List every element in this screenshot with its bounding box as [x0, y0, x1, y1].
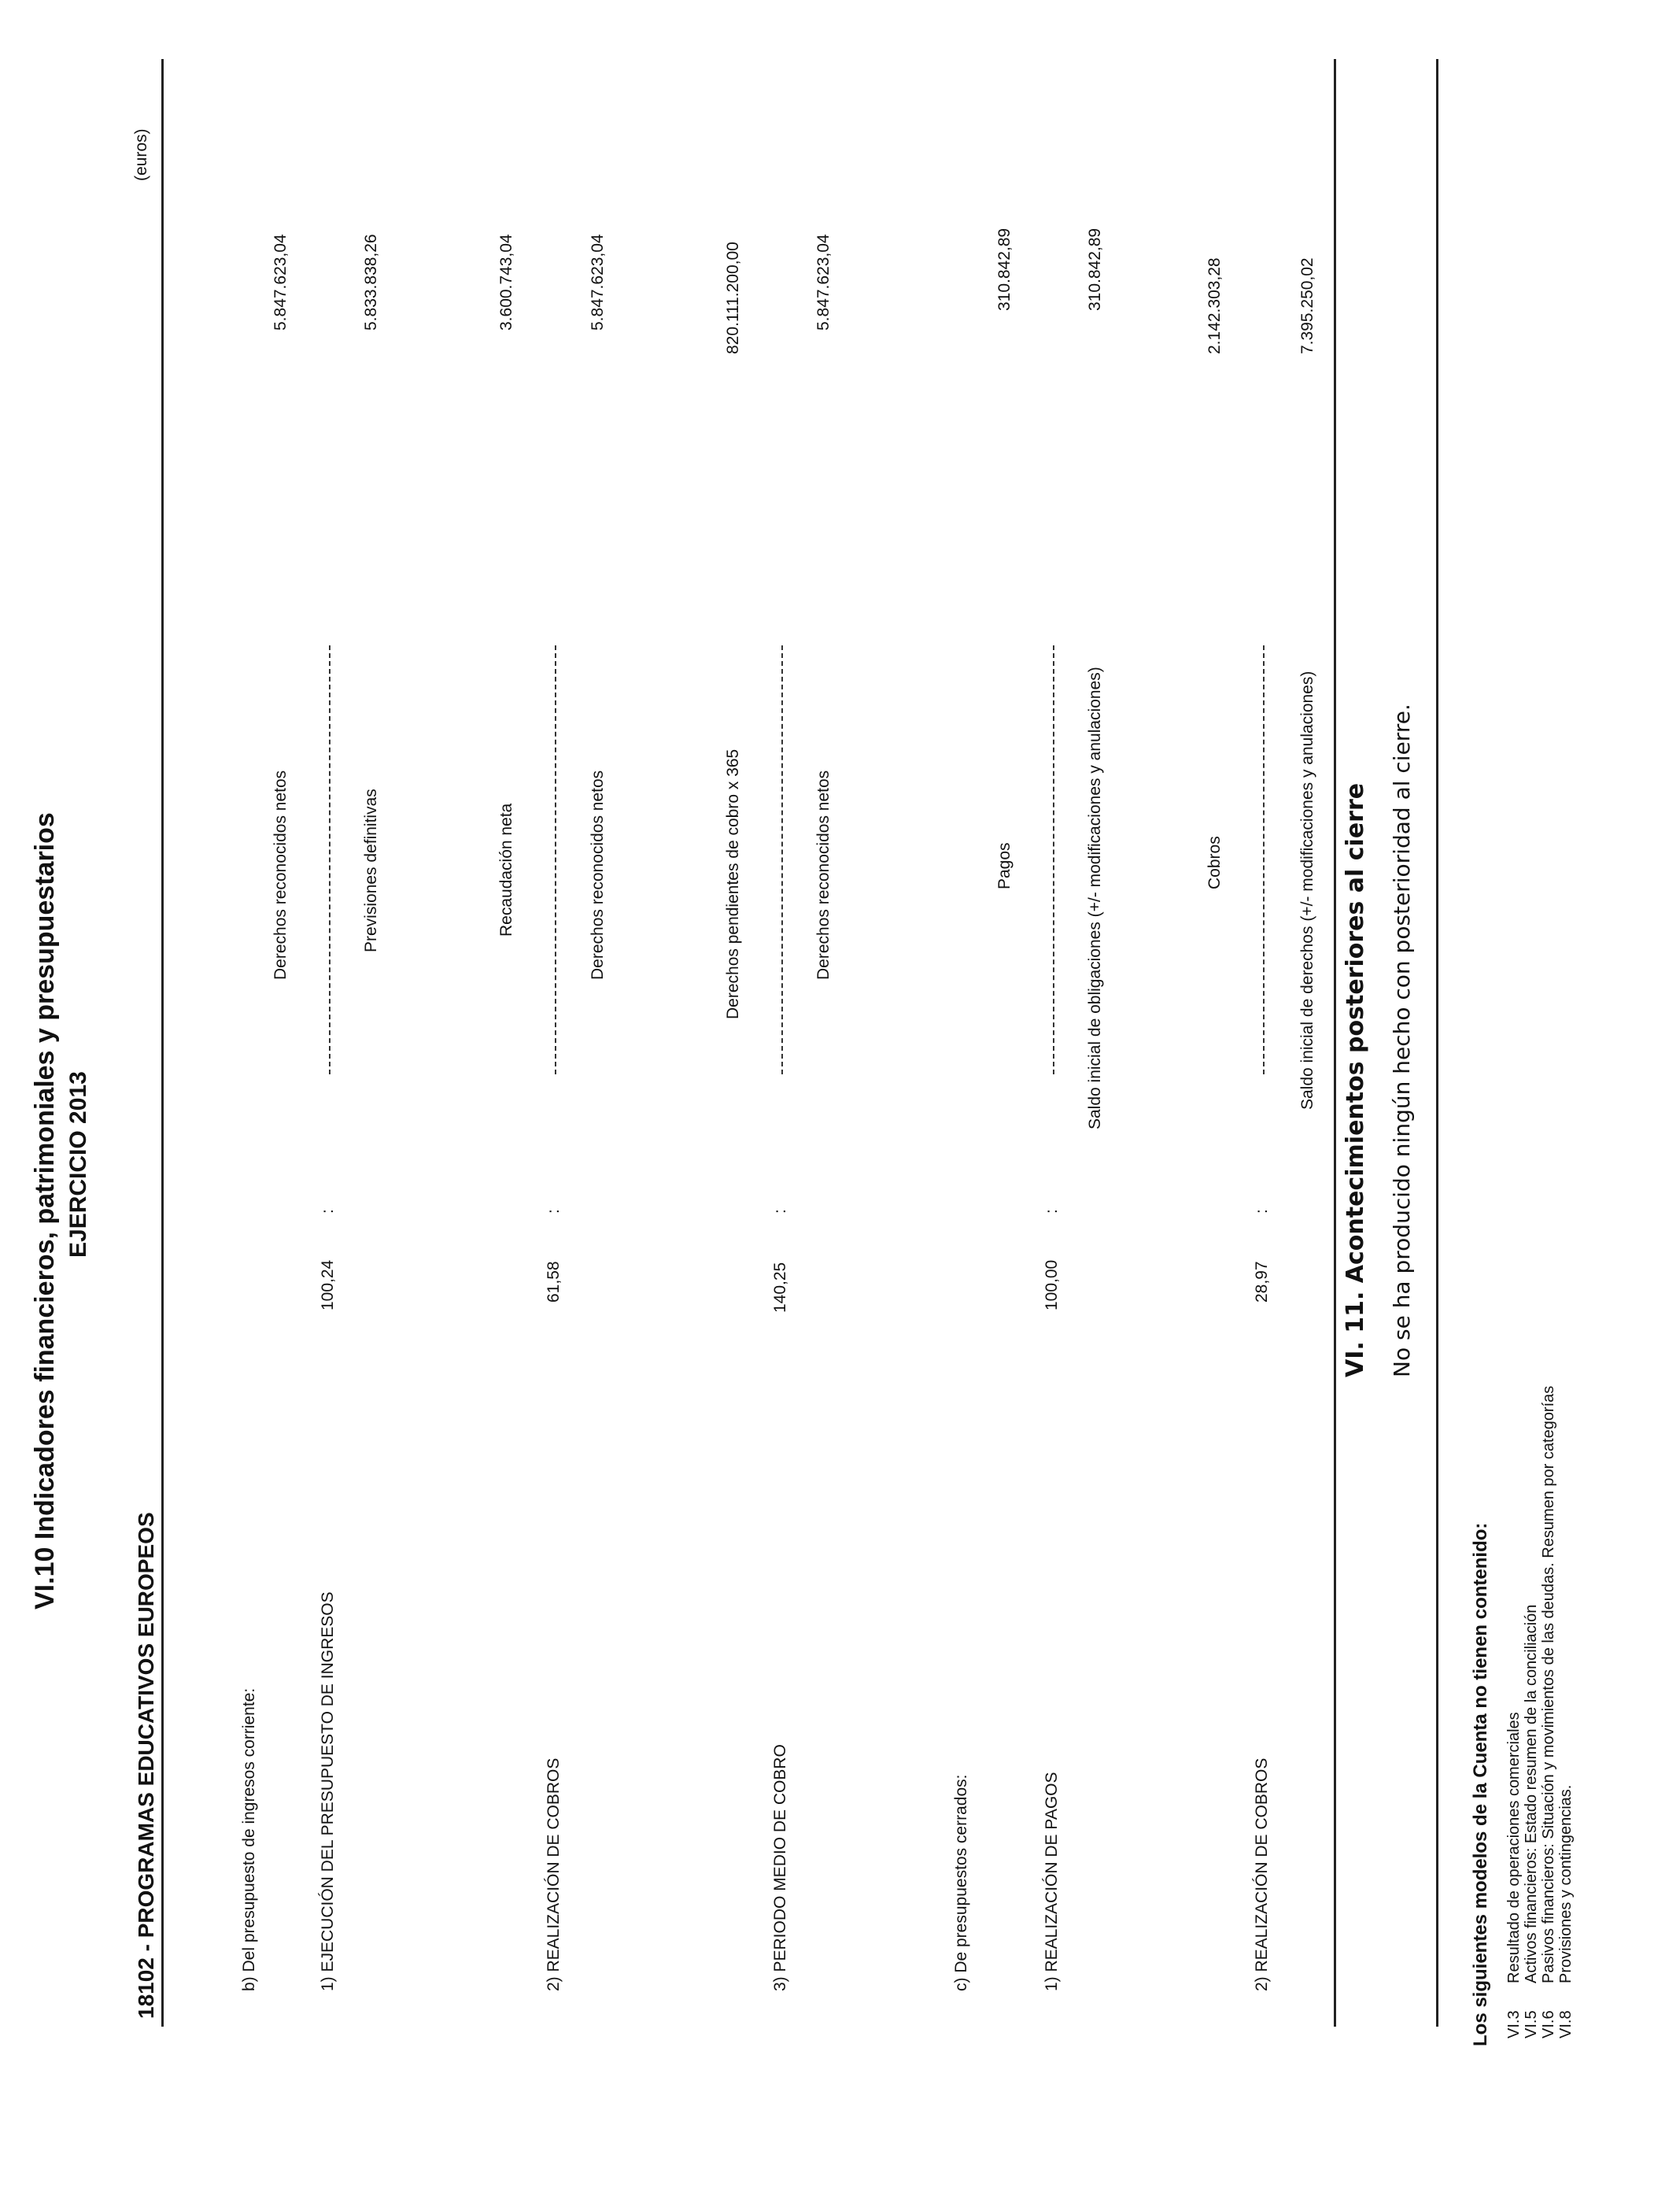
indicator-value: 61,58 — [545, 1261, 563, 1303]
fraction-line — [555, 645, 556, 1074]
numerator-label: Recaudación neta — [497, 803, 515, 937]
section-b-label: b) Del presupuesto de ingresos corriente: — [240, 1687, 258, 1991]
program-heading: 18102 - PROGRAMAS EDUCATIVOS EUROPEOS — [134, 1512, 158, 2019]
denominator-value: 5.847.623,04 — [814, 234, 833, 331]
fraction-line — [329, 645, 330, 1074]
numerator-value: 310.842,89 — [995, 227, 1014, 311]
numerator-label: Cobros — [1206, 836, 1224, 889]
footer-item-code: VI.8 — [1557, 2010, 1575, 2038]
indicator-value: 140,25 — [771, 1262, 789, 1313]
numerator-label: Pagos — [995, 842, 1014, 889]
denominator-label: Previsiones definitivas — [362, 789, 380, 952]
indicator-value: 100,00 — [1043, 1259, 1061, 1310]
denominator-value: 310.842,89 — [1086, 227, 1104, 311]
top-rule — [161, 59, 164, 2027]
middle-rule — [1334, 59, 1336, 2027]
footer-item-code: VI.5 — [1523, 2010, 1540, 2038]
units-label: (euros) — [132, 128, 150, 181]
footer-item-code: VI.6 — [1540, 2010, 1557, 2038]
section-c-label: c) De presupuestos cerrados: — [952, 1774, 970, 1991]
footer-item-desc: Pasivos financieros: Situación y movimientos de las deudas. Resumen por categorías — [1540, 1385, 1557, 1983]
indicator-value: 100,24 — [319, 1259, 337, 1310]
indicator-name: 3) PERIODO MEDIO DE COBRO — [771, 1744, 789, 1991]
numerator-value: 3.600.743,04 — [497, 234, 515, 331]
numerator-value: 2.142.303,28 — [1206, 257, 1224, 354]
indicator-name: 2) REALIZACIÓN DE COBROS — [1253, 1757, 1271, 1991]
vi11-heading: VI. 11. Acontecimientos posteriores al cierre — [1342, 782, 1369, 1377]
ratio-colon: : — [1043, 1209, 1061, 1214]
footer-item-code: VI.3 — [1505, 2010, 1523, 2038]
denominator-label: Derechos reconocidos netos — [814, 770, 833, 980]
fraction-line — [781, 645, 783, 1074]
lower-rule — [1436, 59, 1438, 2027]
footer-item-desc: Resultado de operaciones comerciales — [1505, 1712, 1523, 1983]
indicator-name: 1) REALIZACIÓN DE PAGOS — [1043, 1772, 1061, 1991]
numerator-label: Derechos reconocidos netos — [271, 770, 290, 980]
denominator-label: Saldo inicial de obligaciones (+/- modificaciones y anulaciones) — [1086, 667, 1104, 1129]
ratio-colon: : — [771, 1209, 789, 1214]
numerator-label: Derechos pendientes de cobro x 365 — [724, 748, 742, 1019]
denominator-label: Saldo inicial de derechos (+/- modificaciones y anulaciones) — [1298, 671, 1316, 1110]
fraction-line — [1053, 645, 1054, 1074]
indicator-name: 2) REALIZACIÓN DE COBROS — [545, 1757, 563, 1991]
footer-item-desc: Activos financieros: Estado resumen de la conciliación — [1523, 1604, 1540, 1983]
denominator-value: 5.847.623,04 — [589, 234, 607, 331]
page-title: VI.10 Indicadores financieros, patrimoniales y presupuestarios — [30, 812, 60, 1610]
denominator-label: Derechos reconocidos netos — [589, 770, 607, 980]
fraction-line — [1263, 645, 1265, 1074]
ratio-colon: : — [545, 1209, 563, 1214]
numerator-value: 5.847.623,04 — [271, 234, 290, 331]
footer-heading: Los siguientes modelos de la Cuenta no tienen contenido: — [1470, 1522, 1491, 2046]
denominator-value: 5.833.838,26 — [362, 234, 380, 331]
indicator-name: 1) EJECUCIÓN DEL PRESUPUESTO DE INGRESOS — [319, 1591, 337, 1991]
vi11-text: No se ha producido ningún hecho con posterioridad al cierre. — [1389, 704, 1415, 1377]
footer-item-desc: Provisiones y contingencias. — [1557, 1784, 1575, 1983]
indicator-value: 28,97 — [1253, 1261, 1271, 1303]
numerator-value: 820.111.200,00 — [724, 242, 742, 354]
ratio-colon: : — [1253, 1209, 1271, 1214]
fiscal-year: EJERCICIO 2013 — [65, 1071, 91, 1258]
denominator-value: 7.395.250,02 — [1298, 257, 1316, 354]
ratio-colon: : — [319, 1209, 337, 1214]
